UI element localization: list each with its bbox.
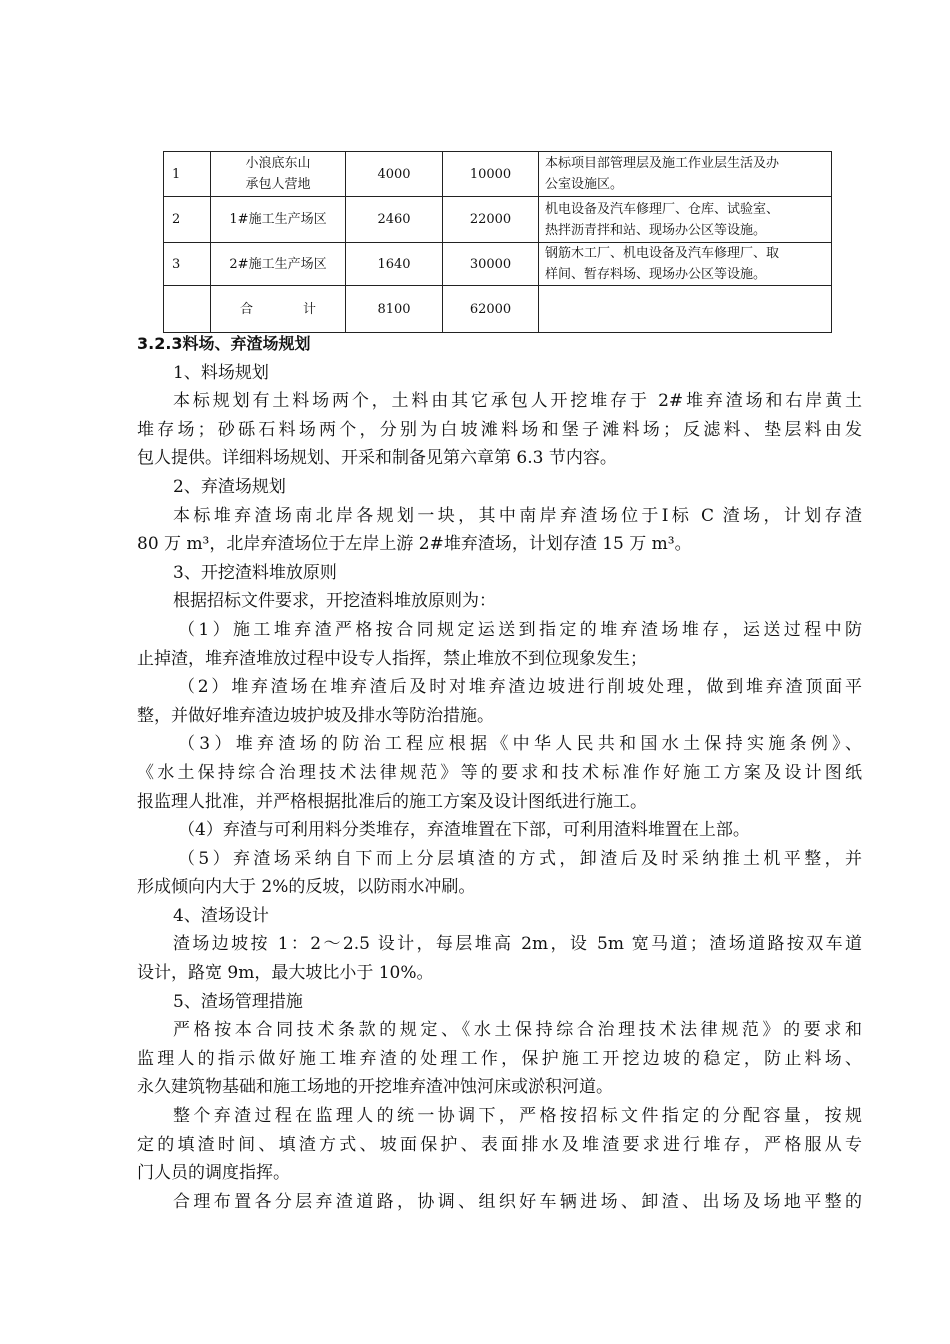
total-label-part: 计 bbox=[303, 301, 317, 317]
paragraph-line: 严格按本合同技术条款的规定、《水土保持综合治理技术法律规范》的要求和 bbox=[173, 1020, 862, 1041]
table-row bbox=[164, 152, 832, 197]
section-title: 3.2.3料场、弃渣场规划 bbox=[137, 334, 311, 353]
area-value-2: 10000 bbox=[443, 152, 539, 197]
site-name-line: 承包人营地 bbox=[245, 177, 311, 192]
subheading: 1、料场规划 bbox=[173, 362, 269, 383]
desc-line: 本标项目部管理层及施工作业层生活及办 bbox=[545, 156, 780, 171]
site-name bbox=[211, 152, 346, 197]
paragraph-line: 报监理人批准，并严格根据批准后的施工方案及设计图纸进行施工。 bbox=[137, 791, 647, 812]
site-description bbox=[539, 152, 832, 197]
paragraph-line: 整个弃渣过程在监理人的统一协调下，严格按招标文件指定的分配容量，按规 bbox=[173, 1106, 862, 1127]
document-body bbox=[137, 330, 862, 1216]
area-value: 4000 bbox=[346, 152, 443, 197]
paragraph-line: 80 万 m³，北岸弃渣场位于左岸上游 2#堆弃渣场，计划存渣 15 万 m³。 bbox=[137, 534, 692, 555]
total-value: 8100 bbox=[346, 286, 443, 333]
total-description bbox=[539, 286, 832, 333]
area-value-2: 22000 bbox=[443, 197, 539, 243]
paragraph-line: （4）弃渣与可利用料分类堆存，弃渣堆置在下部，可利用渣料堆置在上部。 bbox=[178, 820, 750, 841]
total-value-2: 62000 bbox=[443, 286, 539, 333]
total-label bbox=[211, 286, 346, 333]
paragraph-line: 渣场边坡按 1：2～2.5 设计，每层堆高 2m，设 5m 宽马道；渣场道路按双车道 bbox=[173, 934, 862, 955]
paragraph-line: （1）施工堆弃渣严格按合同规定运送到指定的堆弃渣场堆存，运送过程中防 bbox=[178, 619, 862, 640]
area-value: 2460 bbox=[346, 197, 443, 243]
paragraph-line: （5）弃渣场采纳自下而上分层填渣的方式，卸渣后及时采纳推土机平整，并 bbox=[178, 848, 862, 869]
paragraph-line: 止掉渣，堆弃渣堆放过程中设专人指挥，禁止堆放不到位现象发生； bbox=[137, 648, 647, 669]
site-name: 2#施工生产场区 bbox=[211, 243, 346, 286]
row-number: 2 bbox=[164, 197, 211, 243]
subheading: 2、弃渣场规划 bbox=[173, 476, 286, 497]
site-description bbox=[539, 197, 832, 243]
area-value-2: 30000 bbox=[443, 243, 539, 286]
desc-line: 机电设备及汽车修理厂、仓库、试验室、 bbox=[545, 201, 780, 217]
paragraph-line: 门人员的调度指挥。 bbox=[137, 1163, 290, 1184]
total-label-part: 合 bbox=[239, 301, 253, 317]
desc-line: 热拌沥青拌和站、现场办公区等设施。 bbox=[545, 222, 767, 238]
desc-line: 样间、暂存料场、现场办公区等设施。 bbox=[545, 267, 767, 282]
table-row bbox=[164, 243, 832, 286]
paragraph-line: 监理人的指示做好施工堆弃渣的处理工作，保护施工开挖边坡的稳定，防止料场、 bbox=[137, 1048, 862, 1069]
row-number: 1 bbox=[164, 152, 211, 197]
site-description bbox=[539, 243, 832, 286]
paragraph-line: 根据招标文件要求，开挖渣料堆放原则为： bbox=[173, 591, 496, 612]
table-row bbox=[164, 197, 832, 243]
desc-line: 钢筋木工厂、机电设备及汽车修理厂、取 bbox=[545, 246, 780, 261]
row-number bbox=[164, 286, 211, 333]
paragraph-line: 定的填渣时间、填渣方式、坡面保护、表面排水及堆渣要求进行堆存，严格服从专 bbox=[137, 1134, 862, 1155]
paragraph-line: 整，并做好堆弃渣边坡护坡及排水等防治措施。 bbox=[137, 705, 494, 726]
site-name-line: 小浪底东山 bbox=[245, 156, 311, 171]
paragraph-line: 包人提供。详细料场规划、开采和制备见第六章第 6.3 节内容。 bbox=[137, 448, 617, 469]
desc-line: 公室设施区。 bbox=[545, 177, 624, 192]
paragraph-line: 形成倾向内大于 2%的反坡，以防雨水冲刷。 bbox=[137, 877, 476, 898]
paragraph-line: 永久建筑物基础和施工场地的开挖堆弃渣冲蚀河床或淤积河道。 bbox=[137, 1077, 613, 1098]
paragraph-line: （2）堆弃渣场在堆弃渣后及时对堆弃渣边坡进行削坡处理，做到堆弃渣顶面平 bbox=[178, 677, 862, 698]
paragraph-line: 《水土保持综合治理技术法律规范》等的要求和技术标准作好施工方案及设计图纸 bbox=[137, 762, 862, 783]
paragraph-line: 堆存场；砂砾石料场两个，分别为白坡滩料场和堡子滩料场；反滤料、垫层料由发 bbox=[137, 419, 862, 440]
paragraph-line: （3）堆弃渣场的防治工程应根据《中华人民共和国水土保持实施条例》、 bbox=[178, 734, 862, 755]
paragraph-line: 本标堆弃渣场南北岸各规划一块，其中南岸弃渣场位于Ⅰ标 C 渣场，计划存渣 bbox=[173, 505, 862, 526]
paragraph-line: 合理布置各分层弃渣道路，协调、组织好车辆进场、卸渣、出场及场地平整的 bbox=[173, 1191, 862, 1212]
subheading: 5、渣场管理措施 bbox=[173, 991, 303, 1012]
paragraph-line: 本标规划有土料场两个，土料由其它承包人开挖堆存于 2#堆弃渣场和右岸黄土 bbox=[173, 391, 862, 412]
table-total-row bbox=[164, 286, 832, 333]
site-name: 1#施工生产场区 bbox=[211, 197, 346, 243]
row-number: 3 bbox=[164, 243, 211, 286]
subheading: 3、开挖渣料堆放原则 bbox=[173, 562, 337, 583]
site-table bbox=[163, 151, 832, 333]
paragraph-line: 设计，路宽 9m，最大坡比小于 10%。 bbox=[137, 963, 434, 984]
subheading: 4、渣场设计 bbox=[173, 905, 269, 926]
area-value: 1640 bbox=[346, 243, 443, 286]
